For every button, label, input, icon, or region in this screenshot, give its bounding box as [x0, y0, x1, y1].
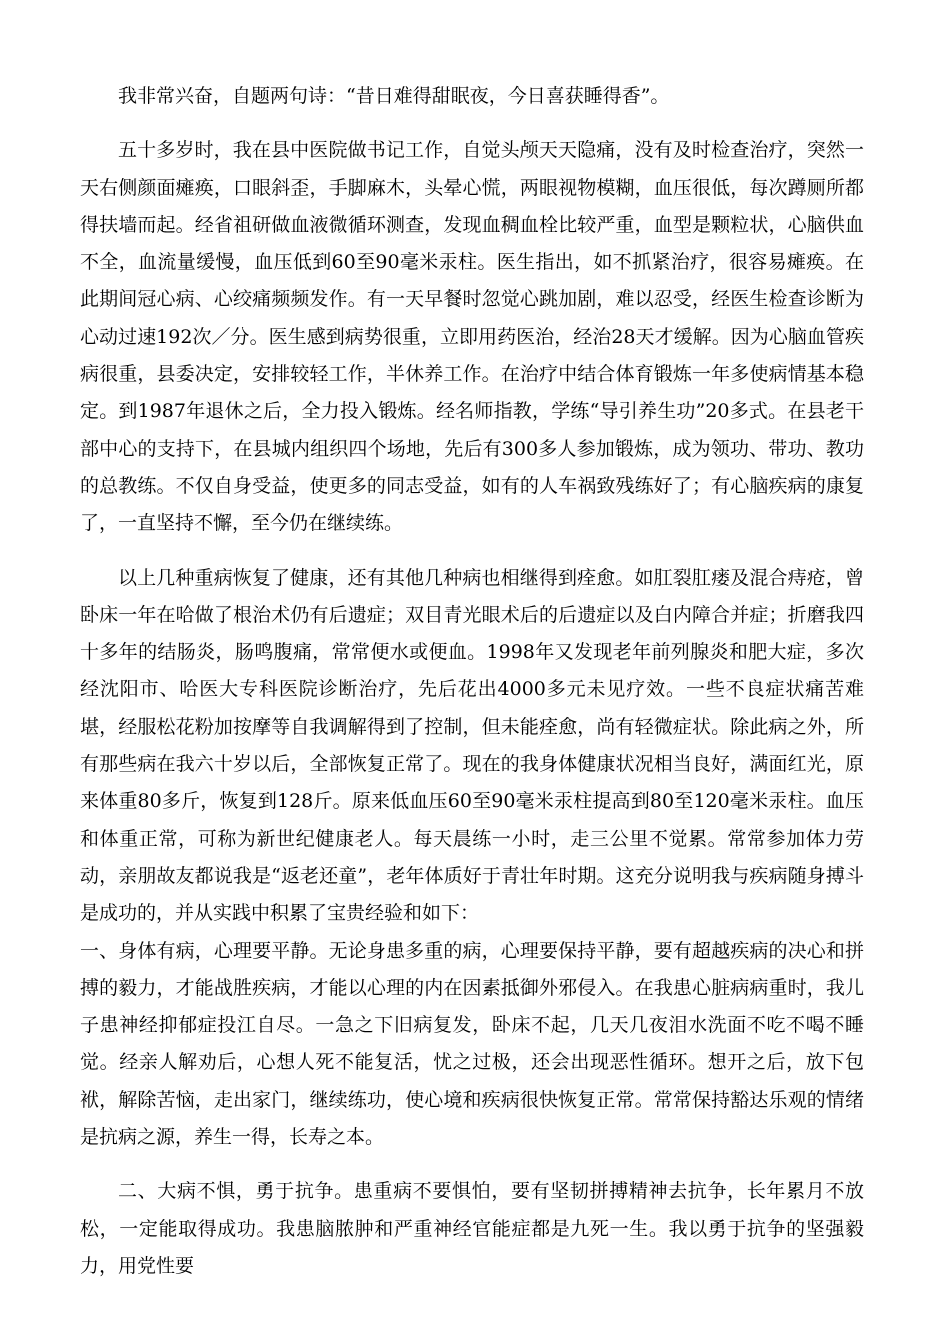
paragraph-lesson-two: 二、大病不惧，勇于抗争。患重病不要惧怕，要有坚韧拼搏精神去抗争，长年累月不放松，一定能取得成功。我患脑脓肿和严重神经官能症都是九死一生。我以勇于抗争的坚强毅力，用党性要	[80, 1180, 864, 1277]
paragraph-illness-history: 五十多岁时，我在县中医院做书记工作，自觉头颅天天隐痛，没有及时检查治疗，突然一天右侧颜面瘫痪，口眼斜歪，手脚麻木，头晕心慌，两眼视物模糊，血压很低，每次蹲厕所都得扶墙而起。经省祖研做血液微循环测查，发现血稠血栓比较严重，血型是颗粒状，心脑供血不全，血流量缓慢，血压低到60至90毫米汞柱。医生指出，如不抓紧治疗，很容易瘫痪。在此期间冠心病、心绞痛频频发作。有一天早餐时忽觉心跳加剧，难以忍受，经医生检查诊断为心动过速192次／分。医生感到病势很重，立即用药医治，经治28天才缓解。因为心脑血管疾病很重，县委决定，安排较轻工作，半休养工作。在治疗中结合体育锻炼一年多使病情基本稳定。到1987年退休之后，全力投入锻炼。经名师指教，学练“导引养生功”20多式。在县老干部中心的支持下，在县城内组织四个场地，先后有300多人参加锻炼，成为领功、带功、教功的总教练。不仅自身受益，使更多的同志受益，如有的人车祸致残练好了；有心脑疾病的康复了，一直坚持不懈，至今仍在继续练。	[80, 139, 864, 535]
document-page	[80, 78, 864, 1302]
paragraph-recovery: 以上几种重病恢复了健康，还有其他几种病也相继得到痊愈。如肛裂肛瘘及混合痔疮，曾卧床一年在哈做了根治术仍有后遗症；双目青光眼术后的后遗症以及白内障合并症；折磨我四十多年的结肠炎，肠鸣腹痛，常常便水或便血。1998年又发现老年前列腺炎和肥大症，多次经沈阳市、哈医大专科医院诊断治疗，先后花出4000多元未见疗效。一些不良症状痛苦难堪，经服松花粉加按摩等自我调解得到了控制，但未能痊愈，尚有轻微症状。除此病之外，所有那些病在我六十岁以后，全部恢复正常了。现在的我身体健康状况相当良好，满面红光，原来体重80多斤，恢复到128斤。原来低血压60至90毫米汞柱提高到80至120毫米汞柱。血压和体重正常，可称为新世纪健康老人。每天晨练一小时，走三公里不觉累。常常参加体力劳动，亲朋故友都说我是“返老还童”，老年体质好于青壮年时期。这充分说明我与疾病随身搏斗是成功的，并从实践中积累了宝贵经验和如下：	[80, 566, 864, 925]
paragraph-poem: 我非常兴奋，自题两句诗：“昔日难得甜眠夜，今日喜获睡得香”。	[118, 85, 670, 107]
paragraph-lesson-one: 一、身体有病，心理要平静。无论身患多重的病，心理要保持平静，要有超越疾病的决心和拼搏的毅力，才能战胜疾病，才能以心理的内在因素抵御外邪侵入。在我患心脏病病重时，我儿子患神经抑郁症投江自尽。一急之下旧病复发，卧床不起，几天几夜泪水洗面不吃不喝不睡觉。经亲人解劝后，心想人死不能复活，忧之过极，还会出现恶性循环。想开之后，放下包袱，解除苦恼，走出家门，继续练功，使心境和疾病很快恢复正常。常常保持豁达乐观的情绪是抗病之源，养生一得，长寿之本。	[80, 939, 864, 1149]
